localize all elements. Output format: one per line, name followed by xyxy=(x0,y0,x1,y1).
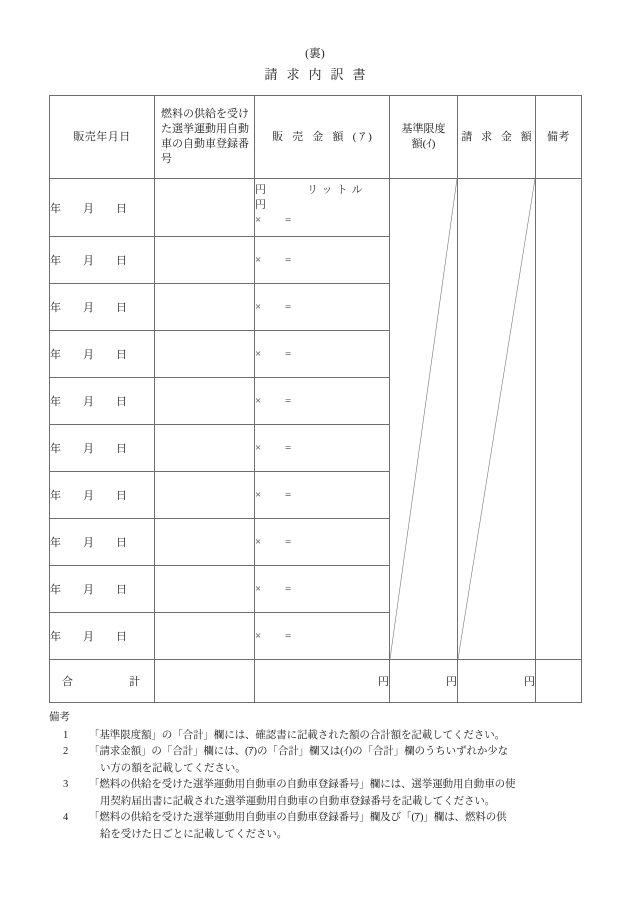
calc-row xyxy=(255,213,389,228)
unit-yen-second-label: 円 xyxy=(255,199,266,211)
table-row xyxy=(50,179,582,237)
calc-row xyxy=(255,441,389,456)
calc-equals-symbol: = xyxy=(285,441,292,454)
cell-date[interactable] xyxy=(50,179,155,237)
remarks-title: 備考 xyxy=(49,712,70,723)
cell-sales-amount[interactable] xyxy=(255,566,390,613)
cell-sales-amount[interactable] xyxy=(255,179,390,237)
date-month-label: 月 xyxy=(83,302,94,314)
date-year-label: 年 xyxy=(50,443,61,455)
calc-multiply-symbol: × xyxy=(255,441,262,454)
calc-equals-symbol: = xyxy=(285,394,292,407)
calc-row xyxy=(255,535,389,550)
calc-multiply-symbol: × xyxy=(255,300,262,313)
date-year-label: 年 xyxy=(50,537,61,549)
cell-limit-amount-merged[interactable] xyxy=(390,179,458,660)
unit-row-first xyxy=(255,183,389,198)
remark-note xyxy=(45,744,585,777)
date-year-label: 年 xyxy=(50,396,61,408)
calc-multiply-symbol: × xyxy=(255,253,262,266)
total-yen-limit: 円 xyxy=(446,676,457,688)
header-label-registration: 燃料の供給を受けた選挙運動用自動車の自動車登録番号 xyxy=(161,107,249,166)
cell-sales-amount[interactable] xyxy=(255,472,390,519)
header-cell-claim-amount xyxy=(458,96,536,179)
remark-note xyxy=(45,810,585,843)
cell-total-claim-amount[interactable] xyxy=(458,660,536,703)
cell-registration-number[interactable] xyxy=(155,237,255,284)
cell-registration-number[interactable] xyxy=(155,425,255,472)
remark-note-text: 「請求金額」の「合計」欄には、(ｱ)の「合計」欄又は(ｲ)の「合計」欄のうちいずれか少な い方の額を記載してください。 xyxy=(89,744,585,777)
header-label-sales-amount: 販 売 金 額 (ｱ) xyxy=(271,130,376,143)
remark-note-continuation: 給を受けた日ごとに記載してください。 xyxy=(100,828,288,840)
date-month-label: 月 xyxy=(83,631,94,643)
date-day-label: 日 xyxy=(116,255,127,267)
calc-equals-symbol: = xyxy=(285,214,292,226)
cell-total-label xyxy=(50,660,155,703)
calc-row xyxy=(255,347,389,362)
date-year-label: 年 xyxy=(50,490,61,502)
cell-total-registration xyxy=(155,660,255,703)
remark-note-number: 1 xyxy=(63,729,69,741)
date-day-label: 日 xyxy=(116,584,127,596)
total-yen-claim: 円 xyxy=(524,676,535,688)
remark-note-continuation: い方の額を記載してください。 xyxy=(100,762,246,774)
form-table-wrapper xyxy=(49,95,581,703)
calc-row xyxy=(255,582,389,597)
header-label-note: 備考 xyxy=(547,130,570,143)
cell-note-merged[interactable] xyxy=(536,179,582,660)
date-day-label: 日 xyxy=(116,202,127,215)
date-year-label: 年 xyxy=(50,255,61,267)
date-month-label: 月 xyxy=(83,490,94,502)
calc-equals-symbol: = xyxy=(285,582,292,595)
header-label-date: 販売年月日 xyxy=(73,130,131,143)
remark-note-continuation: 用契約届出書に記載された選挙運動用自動車の自動車登録番号を記載してください。 xyxy=(100,795,496,807)
cell-registration-number[interactable] xyxy=(155,284,255,331)
cell-registration-number[interactable] xyxy=(155,613,255,660)
calc-row xyxy=(255,629,389,644)
cell-sales-amount[interactable] xyxy=(255,284,390,331)
header-cell-sales-amount xyxy=(255,96,390,179)
cell-registration-number[interactable] xyxy=(155,378,255,425)
remark-note-text: 「燃料の供給を受けた選挙運動用自動車の自動車登録番号」欄には、選挙運動用自動車の使 用契約届出書に記載された選挙運動用自動車の自動車登録番号を記載してください。 xyxy=(89,777,585,810)
calc-multiply-symbol: × xyxy=(255,488,262,501)
total-label: 合 計 xyxy=(62,676,140,688)
date-year-label: 年 xyxy=(50,202,61,215)
header-cell-note xyxy=(536,96,582,179)
cell-date[interactable] xyxy=(50,284,155,331)
cell-date[interactable] xyxy=(50,378,155,425)
calc-equals-symbol: = xyxy=(285,347,292,360)
cell-total-sales-amount[interactable] xyxy=(255,660,390,703)
cell-sales-amount[interactable] xyxy=(255,378,390,425)
cell-sales-amount[interactable] xyxy=(255,613,390,660)
date-day-label: 日 xyxy=(116,631,127,643)
cell-date[interactable] xyxy=(50,519,155,566)
calc-multiply-symbol: × xyxy=(255,582,262,595)
cell-date[interactable] xyxy=(50,237,155,284)
table-total-row xyxy=(50,660,582,703)
cell-date[interactable] xyxy=(50,331,155,378)
remark-note-number: 2 xyxy=(63,746,69,757)
calc-equals-symbol: = xyxy=(285,300,292,313)
date-month-label: 月 xyxy=(83,443,94,455)
date-month-label: 月 xyxy=(83,349,94,361)
date-year-label: 年 xyxy=(50,302,61,314)
date-month-label: 月 xyxy=(83,396,94,408)
remark-note xyxy=(45,728,585,745)
calc-row xyxy=(255,300,389,315)
document-title: 請求内訳書 xyxy=(264,67,375,82)
date-month-label: 月 xyxy=(83,255,94,267)
date-day-label: 日 xyxy=(116,490,127,502)
calc-equals-symbol: = xyxy=(285,253,292,266)
cell-registration-number[interactable] xyxy=(155,566,255,613)
header-cell-date xyxy=(50,96,155,179)
cell-registration-number[interactable] xyxy=(155,179,255,237)
cell-claim-amount-merged[interactable] xyxy=(458,179,536,660)
table-header-row xyxy=(50,96,582,179)
cell-date[interactable] xyxy=(50,566,155,613)
remark-note-number: 4 xyxy=(63,812,69,823)
calc-multiply-symbol: × xyxy=(255,347,262,360)
title-block xyxy=(0,0,630,86)
header-cell-limit-amount xyxy=(390,96,458,179)
cell-registration-number[interactable] xyxy=(155,472,255,519)
calc-row xyxy=(255,488,389,503)
calc-multiply-symbol: × xyxy=(255,394,262,407)
cell-sales-amount[interactable] xyxy=(255,425,390,472)
page-side-label: (裏) xyxy=(305,48,325,60)
calc-multiply-symbol: × xyxy=(255,535,262,548)
calc-multiply-symbol: × xyxy=(255,214,262,226)
total-yen-sales: 円 xyxy=(378,676,389,688)
calc-equals-symbol: = xyxy=(285,629,292,642)
cell-date[interactable] xyxy=(50,425,155,472)
claim-breakdown-table xyxy=(49,95,582,703)
diagonal-strike-limit xyxy=(390,179,457,659)
remarks-section xyxy=(45,710,585,843)
date-year-label: 年 xyxy=(50,631,61,643)
remark-note-text: 「基準限度額」の「合計」欄には、確認書に記載された額の合計額を記載してください。 xyxy=(89,729,505,741)
remark-note-number: 3 xyxy=(63,779,69,790)
cell-date[interactable] xyxy=(50,472,155,519)
date-month-label: 月 xyxy=(83,202,94,215)
calc-multiply-symbol: × xyxy=(255,629,262,642)
date-day-label: 日 xyxy=(116,443,127,455)
date-month-label: 月 xyxy=(83,584,94,596)
unit-litre-label: リットル xyxy=(307,184,367,196)
calc-row xyxy=(255,253,389,268)
calc-equals-symbol: = xyxy=(285,488,292,501)
date-day-label: 日 xyxy=(116,302,127,314)
cell-sales-amount[interactable] xyxy=(255,237,390,284)
date-year-label: 年 xyxy=(50,349,61,361)
remark-note xyxy=(45,777,585,810)
cell-date[interactable] xyxy=(50,613,155,660)
diagonal-strike-claim xyxy=(458,179,535,659)
unit-yen-label: 円 xyxy=(255,184,266,196)
header-label-limit-amount: 基準限度 額(ｲ) xyxy=(401,123,446,150)
cell-total-note[interactable] xyxy=(536,660,582,703)
date-day-label: 日 xyxy=(116,396,127,408)
header-cell-registration xyxy=(155,96,255,179)
cell-registration-number[interactable] xyxy=(155,331,255,378)
calc-row xyxy=(255,394,389,409)
cell-sales-amount[interactable] xyxy=(255,519,390,566)
date-year-label: 年 xyxy=(50,584,61,596)
date-month-label: 月 xyxy=(83,537,94,549)
cell-registration-number[interactable] xyxy=(155,519,255,566)
cell-total-limit-amount[interactable] xyxy=(390,660,458,703)
remark-note-text: 「燃料の供給を受けた選挙運動用自動車の自動車登録番号」欄及び「(ｱ)」欄は、燃料の供 給を受けた日ごとに記載してください。 xyxy=(89,810,585,843)
header-label-claim-amount: 請 求 金 額 xyxy=(461,130,535,143)
date-day-label: 日 xyxy=(116,537,127,549)
calc-equals-symbol: = xyxy=(285,535,292,548)
date-day-label: 日 xyxy=(116,349,127,361)
cell-sales-amount[interactable] xyxy=(255,331,390,378)
